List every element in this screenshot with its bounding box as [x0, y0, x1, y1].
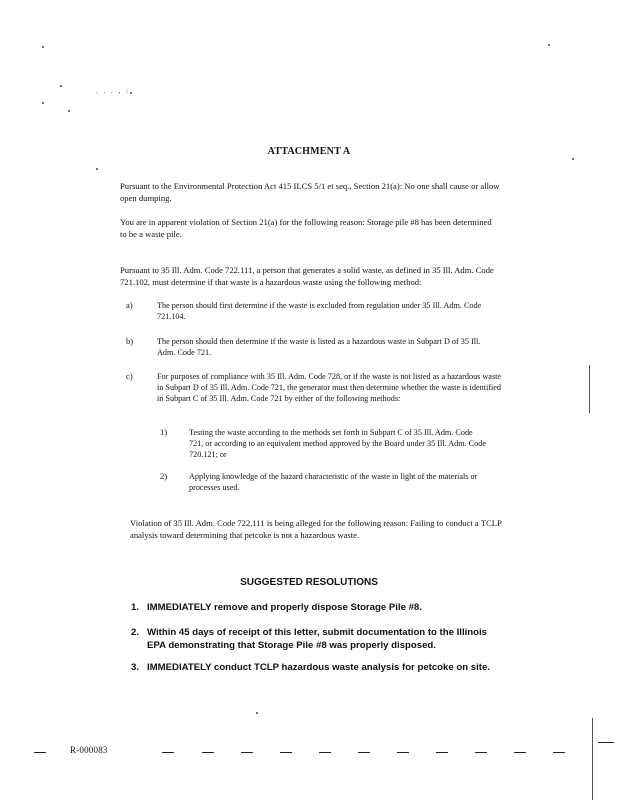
footer-dash — [397, 752, 409, 753]
requirement-paragraph: Pursuant to 35 Ill. Adm. Code 722.111, a person that generates a solid waste, as defined in 35 Ill. Adm. Code 721.102, must determine if that waste is a hazardous waste using the following method: — [120, 265, 494, 287]
footer-dash — [553, 752, 565, 753]
scan-speck — [548, 44, 550, 46]
footer-dash — [202, 752, 214, 753]
footer-dash — [475, 752, 487, 753]
resolutions-title: SUGGESTED RESOLUTIONS — [240, 577, 378, 588]
list-item: The person should first determine if the waste is excluded from regulation under 35 Ill. Adm. Code 721.104. — [157, 301, 482, 321]
scan-speck — [256, 712, 258, 714]
resolution-item: IMMEDIATELY conduct TCLP hazardous waste analysis for petcoke on site. — [147, 662, 490, 673]
footer-dash — [241, 752, 253, 753]
scan-speck — [60, 85, 62, 87]
footer-dash — [319, 752, 331, 753]
footer-dash — [34, 752, 46, 753]
scan-speck — [572, 158, 574, 160]
sublist-item-marker: 1) — [160, 427, 168, 437]
footer-dash — [514, 752, 526, 753]
scan-edge-line — [592, 718, 593, 800]
resolution-item: IMMEDIATELY remove and properly dispose Storage Pile #8. — [147, 602, 422, 613]
scan-edge-line — [589, 365, 590, 413]
scan-speck — [96, 168, 98, 170]
attachment-title: ATTACHMENT A — [267, 146, 351, 157]
document-id: R-000083 — [70, 745, 108, 755]
list-item: For purposes of compliance with 35 Ill. Adm. Code 728, or if the waste is not listed as a hazardous waste in Subpart D of 35 Ill. Adm. Code 721, the generator must then determine whether the waste is identified in Subpart C of 35 Ill. Adm. Code 721 by either of the following methods: — [157, 372, 502, 403]
violation-alleged-paragraph: Violation of 35 Ill. Adm. Code 722.111 is being alleged for the following reason: Failing to conduct a TCLP analysis toward determining that petcoke is not a hazardous waste. — [130, 518, 502, 540]
sublist-item: Applying knowledge of the hazard characteristic of the waste in light of the materials or processes used. — [189, 472, 478, 492]
footer-dash — [280, 752, 292, 753]
list-item-marker: a) — [126, 300, 133, 310]
resolution-item: Within 45 days of receipt of this letter, submit documentation to the Illinois EPA demonstrating that Storage Pile #8 was properly disposed. — [147, 627, 487, 651]
scan-noise: . . . , : — [96, 87, 130, 95]
resolution-marker: 1. — [131, 602, 140, 613]
scan-speck — [42, 46, 44, 48]
scan-speck — [42, 102, 44, 104]
list-item: The person should then determine if the waste is listed as a hazardous waste in Subpart D of 35 Ill. Adm. Code 721. — [157, 337, 481, 357]
sublist-item-marker: 2) — [160, 471, 168, 481]
violation-paragraph: You are in apparent violation of Section 21(a) for the following reason: Storage pile #8 has been determined to be a waste pile. — [120, 217, 492, 239]
scan-speck — [130, 92, 132, 94]
footer-dash — [598, 742, 614, 743]
sublist-item: Testing the waste according to the methods set forth in Subpart C of 35 Ill. Adm. Code 721, or according to an equivalent method approved by the Board under 35 Ill. Adm. Code 720.121; or — [189, 428, 486, 459]
list-item-marker: c) — [126, 371, 133, 381]
resolution-marker: 2. — [131, 627, 140, 638]
scan-speck — [68, 110, 70, 112]
list-item-marker: b) — [126, 336, 134, 346]
resolution-marker: 3. — [131, 662, 140, 673]
footer-dash — [162, 752, 174, 753]
intro-paragraph: Pursuant to the Environmental Protection Act 415 ILCS 5/1 et seq., Section 21(a): No one shall cause or allow open dumping. — [120, 181, 500, 203]
footer-dash — [358, 752, 370, 753]
footer-dash — [436, 752, 448, 753]
